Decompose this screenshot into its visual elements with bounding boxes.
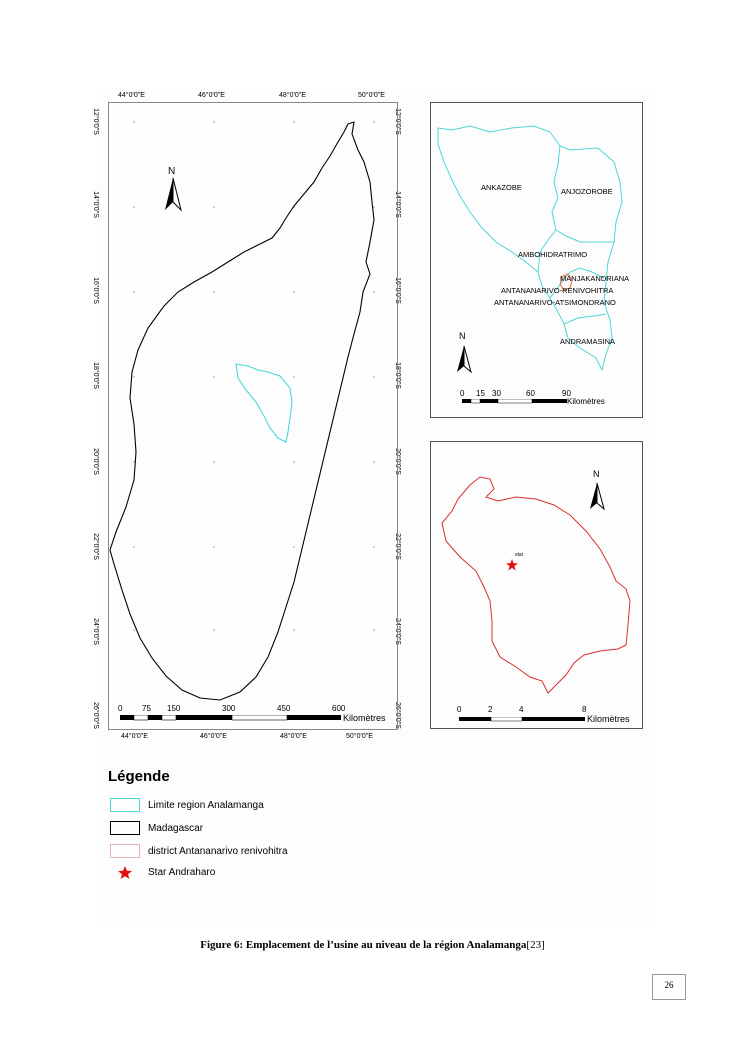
scale-number: 15 xyxy=(476,389,485,398)
figure-caption xyxy=(0,939,745,951)
page-number: 26 xyxy=(652,974,686,1000)
district-map-canvas xyxy=(430,441,643,729)
star-point-label: star xyxy=(515,552,524,558)
legend-swatch xyxy=(110,798,140,812)
scale-number: 75 xyxy=(142,704,151,713)
district-label: ANTANANARIVO-ATSIMONDRANO xyxy=(494,298,616,307)
scale-unit: Kilomètres xyxy=(587,714,630,724)
scale-number: 150 xyxy=(167,704,181,713)
scale-number: 0 xyxy=(118,704,123,713)
lat-label-right: 20°0'0"S xyxy=(393,448,401,475)
caption-reference: [23] xyxy=(526,939,545,951)
district-label: ANKAZOBE xyxy=(481,183,522,192)
legend-title: Légende xyxy=(108,768,170,785)
lat-label-right: 14°0'0"S xyxy=(393,191,401,218)
district-label: AMBOHIDRATRIMO xyxy=(518,250,588,259)
legend-item xyxy=(110,820,203,836)
north-label: N xyxy=(459,331,466,341)
scale-number: 0 xyxy=(457,705,462,714)
north-arrow-icon xyxy=(455,342,473,376)
lat-label-right: 16°0'0"S xyxy=(393,277,401,304)
scale-number: 300 xyxy=(222,704,236,713)
scale-number: 2 xyxy=(488,705,493,714)
scale-number: 60 xyxy=(526,389,535,398)
legend-label: Limite region Analamanga xyxy=(148,799,264,811)
district-boundaries xyxy=(438,126,622,370)
district-label: ANJOZOROBE xyxy=(561,187,613,196)
district-label: ANTANANARIVO-RENIVOHITRA xyxy=(501,286,614,295)
main-map-canvas xyxy=(108,102,398,730)
scale-number: 0 xyxy=(460,389,465,398)
north-label: N xyxy=(168,166,176,177)
lat-label-left: 12°0'0"S xyxy=(91,108,99,135)
scale-number: 8 xyxy=(582,705,587,714)
legend-item xyxy=(110,864,215,880)
legend-item xyxy=(110,797,264,813)
lat-label-left: 22°0'0"S xyxy=(91,533,99,560)
scale-number: 4 xyxy=(519,705,524,714)
lat-label-left: 16°0'0"S xyxy=(91,277,99,304)
lat-label-left: 26°0'0"S xyxy=(91,702,99,729)
lat-label-right: 22°0'0"S xyxy=(393,533,401,560)
lon-label-top: 50°0'0"E xyxy=(358,92,385,99)
lat-label-left: 18°0'0"S xyxy=(91,362,99,389)
scale-number: 90 xyxy=(562,389,571,398)
district-label: ANDRAMASINA xyxy=(560,337,616,346)
lat-label-left: 14°0'0"S xyxy=(91,191,99,218)
scale-number: 450 xyxy=(277,704,291,713)
district-label: MANJAKANDRIANA xyxy=(560,274,630,283)
legend-swatch xyxy=(110,844,140,858)
lat-label-right: 26°0'0"S xyxy=(393,702,401,729)
lon-label-bottom: 44°0'0"E xyxy=(121,733,148,740)
north-arrow-icon xyxy=(588,481,606,511)
analamanga-region-outline xyxy=(236,364,292,442)
lat-label-left: 24°0'0"S xyxy=(91,618,99,645)
lon-label-bottom: 46°0'0"E xyxy=(200,733,227,740)
legend-swatch xyxy=(110,821,140,835)
legend-label: Madagascar xyxy=(148,822,204,834)
star-marker-icon xyxy=(506,559,518,571)
lat-label-right: 18°0'0"S xyxy=(393,362,401,389)
scale-number: 30 xyxy=(492,389,501,398)
scale-unit: Kilomètres xyxy=(343,713,386,723)
lat-label-right: 12°0'0"S xyxy=(393,108,401,135)
legend-label: district Antananarivo renivohitra xyxy=(148,845,288,857)
star-icon xyxy=(110,865,140,879)
lon-label-bottom: 48°0'0"E xyxy=(280,733,307,740)
lat-label-right: 24°0'0"S xyxy=(393,618,401,645)
legend-label: Star Andraharo xyxy=(148,866,216,878)
scale-number: 600 xyxy=(332,704,346,713)
lon-label-top: 46°0'0"E xyxy=(198,92,225,99)
lat-label-left: 20°0'0"S xyxy=(91,448,99,475)
north-label: N xyxy=(593,469,600,479)
caption-text: Figure 6: Emplacement de l’usine au niveau de la région Analamanga xyxy=(200,939,527,951)
legend-item xyxy=(110,843,288,859)
lon-label-top: 48°0'0"E xyxy=(279,92,306,99)
lon-label-top: 44°0'0"E xyxy=(118,92,145,99)
lon-label-bottom: 50°0'0"E xyxy=(346,733,373,740)
madagascar-outline xyxy=(110,122,374,700)
scale-unit: Kilomètres xyxy=(567,397,605,406)
